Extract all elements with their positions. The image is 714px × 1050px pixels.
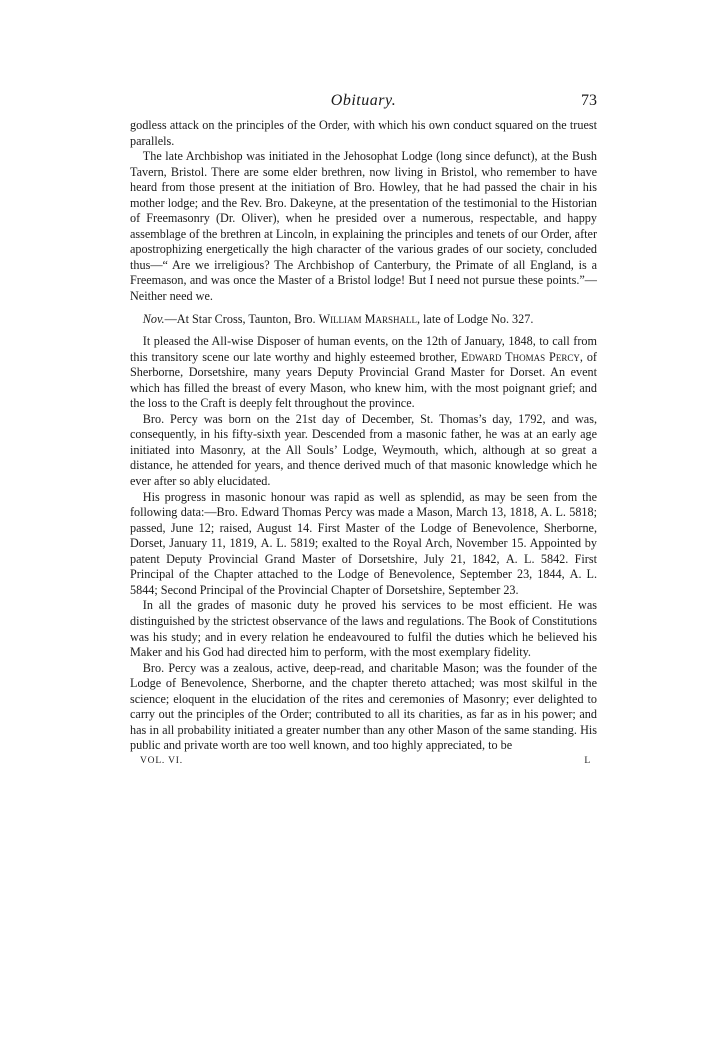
progress-s2: 5818; passed, June 12; raised, August 14. First Master of the Lodge of Benevolence, Sherborne, Dorset, January 11, 1819, [130, 505, 597, 551]
progress-s3: 5819; exalted to the Royal Arch, November 15. Appointed by patent Deputy Provincial Grand Master of Dorsetshire, July 21, 1842, [130, 536, 597, 566]
progress-s1: His progress in masonic honour was rapid as well as splendid, as may be seen from the following data:—Bro. Edward Thomas Percy was made a Mason, March 13, 1818, [130, 489, 597, 520]
anno-lucis-1: A. L. [540, 505, 566, 520]
paragraph-archbishop: The late Archbishop was initiated in the Jehosophat Lodge (long since defunct), at the Bush Tavern, Bristol. There are some elder brethren, now living in Bristol, who remember to have heard from those present at the initiation of Bro. Howley, that he had passed the chair in his mother lodge; and the Rev. Bro. Dakeyne, at the presentation of the testimonial to the Historian of Freemasonry (Dr. Oliver), when he presided over a numerous, respectable, and happy assemblage of the brethren at Lincoln, in explaining the principles and tenets of our Order, after apostrophizing energetically the high character of the various grades of our society, concluded thus—“ Are we irreligious? The Archbishop of Canterbury, the Primate of all England, is a Freemason, and was once the Master of a Bristol lodge! But I need not pursue these points.”—Neither need we. [130, 149, 597, 304]
paragraph-percy-duty: In all the grades of masonic duty he proved his services to be most efficient. He was distinguished by the strictest observance of the laws and regulations. The Book of Constitutions was his study; and in every relation he endeavoured to fulfil the duties which he believed his Maker and his God had directed him to perform, with the most exemplary fidelity. [130, 598, 597, 660]
paragraph-percy-birth: Bro. Percy was born on the 21st day of December, St. Thomas’s day, 1792, and was, consequently, in his fifty-sixth year. Descended from a masonic father, he was at an early age initiated into Masonry, at the All Souls’ Lodge, Weymouth, which, although at so great a distance, he attended for years, and thence derived much of that masonic knowledge which he ever after so ably elucidated. [130, 411, 597, 489]
notice-rest: , late of Lodge No. 327. [416, 311, 534, 326]
anno-lucis-3: A. L. [505, 551, 535, 566]
anno-lucis-2: A. L. [260, 536, 287, 551]
paragraph-percy-character: Bro. Percy was a zealous, active, deep-read, and charitable Mason; was the founder of the Lodge of Benevolence, Sherborne, and the chapter thereto attached; was most skilful in the science; eloquent in the elucidation of the rites and ceremonies of Masonry; ever delighted to carry out the principles of the Order; contributed to all its charities, as far as in his power; and has in all probability initiated a greater number than any other Mason of the same standing. His public and private worth are too well known, and too highly appreciated, to be [130, 660, 597, 753]
notice-lead: —At Star Cross, Taunton, Bro. [164, 311, 319, 326]
page-number: 73 [581, 92, 597, 109]
percy-rest: , of Sherborne, Dorsetshire, many years Deputy Provincial Grand Master for Dorset. An event which has filled the breast of every Mason, who knew him, with the most poignant grief; and the loss to the Craft is deeply felt throughout the province. [130, 349, 597, 411]
percy-lead: It pleased the All-wise Disposer of human events, on the 12th of January, 1848, to call from this transitory scene our late worthy and highly esteemed brother, [130, 334, 597, 364]
paragraph-continuation: godless attack on the principles of the Order, with which his own conduct squared on the truest parallels. [130, 118, 597, 148]
progress-s4: 5842. First Principal of the Chapter attached to the Lodge of Benevolence, September 23, 1844, [130, 551, 597, 582]
volume-mark: VOL. VI. [140, 755, 183, 766]
body-text [130, 118, 597, 754]
progress-s5: 5844; Second Principal of the Provincial Chapter of Dorsetshire, September 23. [130, 582, 519, 597]
paragraph-marshall-notice [130, 312, 597, 328]
page-header [130, 92, 597, 118]
signature-mark: L [584, 755, 591, 766]
page-footer [130, 756, 597, 770]
percy-name: Edward Thomas Percy [461, 349, 580, 364]
anno-lucis-4: A. L. [569, 567, 597, 582]
paragraph-percy-death [130, 334, 597, 412]
book-page [130, 92, 597, 770]
running-title: Obituary. [330, 92, 397, 109]
paragraph-percy-progress [130, 490, 597, 599]
notice-name: William Marshall [318, 311, 417, 326]
notice-date: Nov. [142, 311, 165, 326]
